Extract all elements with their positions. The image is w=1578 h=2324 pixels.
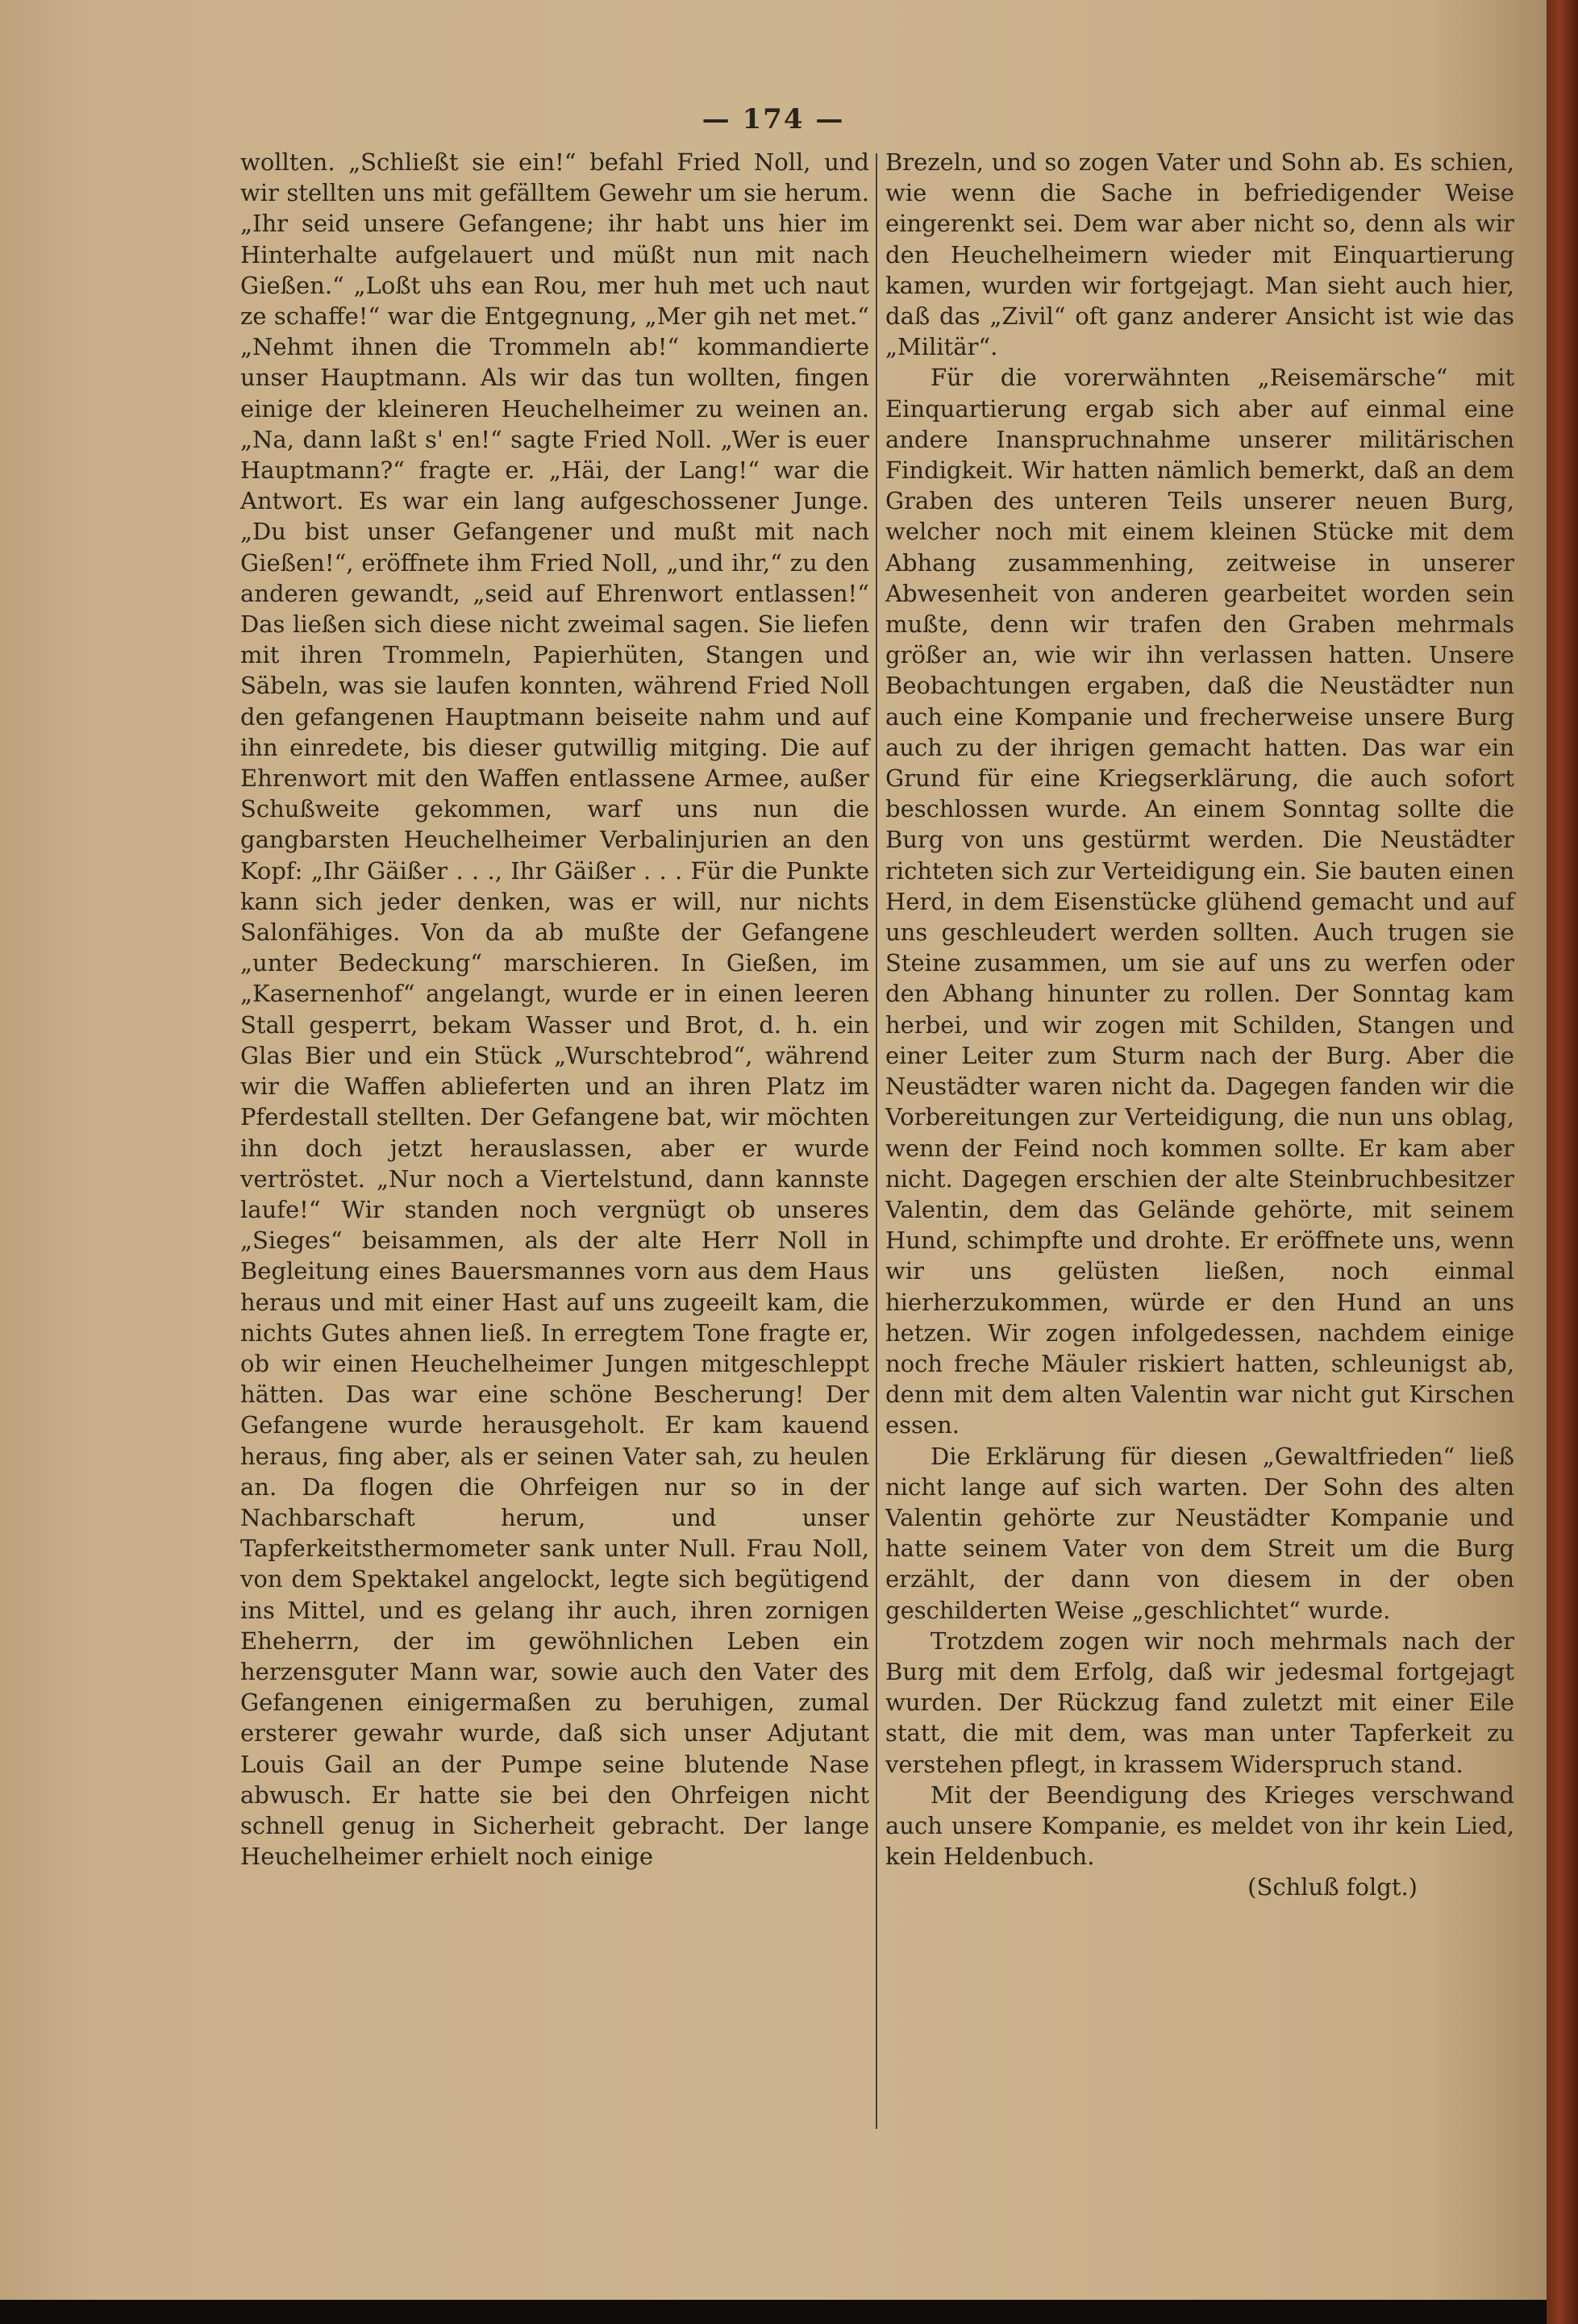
book-spine xyxy=(1547,0,1578,2324)
right-paragraph-4: Trotzdem zogen wir noch mehrmals nach der Burg mit dem Erfolg, daß wir jedesmal fortgejagt wurden. Der Rückzug fand zuletzt mit einer Eile statt, die mit dem, was man unter Tapferkeit zu verstehen pflegt, in krassem Widerspruch stand. xyxy=(885,1626,1514,1778)
left-text-column xyxy=(240,147,869,1872)
right-paragraph-3: Die Erklärung für diesen „Gewaltfrieden“ ließ nicht lange auf sich warten. Der Sohn des alten Valentin gehörte zur Neustädter Kompanie und hatte seinem Vater von dem Streit um die Burg erzählt, der dann von diesem in der oben geschilderten Weise „geschlichtet“ wurde. xyxy=(885,1442,1514,1624)
page-bottom-edge xyxy=(0,2300,1547,2324)
column-divider xyxy=(876,153,877,2129)
right-paragraph-1: Brezeln, und so zogen Vater und Sohn ab. Es schien, wie wenn die Sache in befriedigender Weise eingerenkt sei. Dem war aber nicht so, denn als wir den Heuchelheimern wieder mit Einquartierung kamen, wurden wir fortgejagt. Man sieht auch hier, daß das „Zivil“ oft ganz anderer Ansicht ist wie das „Militär“. xyxy=(885,148,1514,361)
right-paragraph-5: Mit der Beendigung des Krieges verschwand auch unsere Kompanie, es meldet von ihr kein Lied, kein Heldenbuch. xyxy=(885,1780,1514,1871)
right-text-column xyxy=(885,147,1514,1903)
page-number: — 174 — xyxy=(702,103,845,135)
continuation-note: (Schluß folgt.) xyxy=(1247,1873,1418,1901)
right-paragraph-2: Für die vorerwähnten „Reisemärsche“ mit Einquartierung ergab sich aber auf einmal eine andere Inanspruchnahme unserer militärischen Findigkeit. Wir hatten nämlich bemerkt, daß an dem Graben des unteren Teils unserer neuen Burg, welcher noch mit einem kleinen Stücke mit dem Abhang zusammenhing, zeitweise in unserer Abwesenheit von anderen gearbeitet worden sein mußte, denn wir trafen den Graben mehrmals größer an, wie wir ihn verlassen hatten. Unsere Beobachtungen ergaben, daß die Neustädter nun auch eine Kompanie und frecherweise unsere Burg auch zu der ihrigen gemacht hatten. Das war ein Grund für eine Kriegserklärung, die auch sofort beschlossen wurde. An einem Sonntag sollte die Burg von uns gestürmt werden. Die Neustädter richteten sich zur Verteidigung ein. Sie bauten einen Herd, in dem Eisenstücke glühend gemacht und auf uns geschleudert werden sollten. Auch trugen sie Steine zusammen, um sie auf uns zu werfen oder den Abhang hinunter zu rollen. Der Sonntag kam herbei, und wir zogen mit Schilden, Stangen und einer Leiter zum Sturm nach der Burg. Aber die Neustädter waren nicht da. Dagegen fanden wir die Vorbereitungen zur Verteidigung, die nun uns oblag, wenn der Feind noch kommen sollte. Er kam aber nicht. Dagegen erschien der alte Steinbruchbesitzer Valentin, dem das Gelände gehörte, mit seinem Hund, schimpfte und drohte. Er eröffnete uns, wenn wir uns gelüsten ließen, noch einmal hierherzukommen, würde er den Hund an uns hetzen. Wir zogen infolgedessen, nachdem einige noch freche Mäuler riskiert hatten, schleunigst ab, denn mit dem alten Valentin war nicht gut Kirschen essen. xyxy=(885,364,1514,1439)
left-paragraph-1: wollten. „Schließt sie ein!“ befahl Fried Noll, und wir stellten uns mit gefälltem Gewehr um sie herum. „Ihr seid unsere Gefangene; ihr habt uns hier im Hinterhalte aufgelauert und müßt nun mit nach Gießen.“ „Loßt uhs ean Rou, mer huh met uch naut ze schaffe!“ war die Entgegnung, „Mer gih net met.“ „Nehmt ihnen die Trommeln ab!“ kommandierte unser Hauptmann. Als wir das tun wollten, fingen einige der kleineren Heuchelheimer zu weinen an. „Na, dann laßt s' en!“ sagte Fried Noll. „Wer is euer Hauptmann?“ fragte er. „Häi, der Lang!“ war die Antwort. Es war ein lang aufgeschossener Junge. „Du bist unser Gefangener und mußt mit nach Gießen!“, eröffnete ihm Fried Noll, „und ihr,“ zu den anderen gewandt, „seid auf Ehrenwort entlassen!“ Das ließen sich diese nicht zweimal sagen. Sie liefen mit ihren Trommeln, Papierhüten, Stangen und Säbeln, was sie laufen konnten, während Fried Noll den gefangenen Hauptmann beiseite nahm und auf ihn einredete, bis dieser gutwillig mitging. Die auf Ehrenwort mit den Waffen entlassene Armee, außer Schußweite gekommen, warf uns nun die gangbarsten Heuchelheimer Verbalinjurien an den Kopf: „Ihr Gäißer . . ., Ihr Gäißer . . . Für die Punkte kann sich jeder denken, was er will, nur nichts Salonfähiges. Von da ab mußte der Gefangene „unter Bedeckung“ marschieren. In Gießen, im „Kasernenhof“ angelangt, wurde er in einen leeren Stall gesperrt, bekam Wasser und Brot, d. h. ein Glas Bier und ein Stück „Wurschtebrod“, während wir die Waffen ablieferten und an ihren Platz im Pferdestall stellten. Der Gefangene bat, wir möchten ihn doch jetzt herauslassen, aber er wurde vertröstet. „Nur noch a Viertelstund, dann kannste laufe!“ Wir standen noch vergnügt ob unseres „Sieges“ beisammen, als der alte Herr Noll in Begleitung eines Bauersmannes vorn aus dem Haus heraus und mit einer Hast auf uns zugeeilt kam, die nichts Gutes ahnen ließ. In erregtem Tone fragte er, ob wir einen Heuchelheimer Jungen mitgeschleppt hätten. Das war eine schöne Bescherung! Der Gefangene wurde herausgeholt. Er kam kauend heraus, fing aber, als er seinen Vater sah, zu heulen an. Da flogen die Ohrfeigen nur so in der Nachbarschaft herum, und unser Tapferkeitsthermometer sank unter Null. Frau Noll, von dem Spektakel angelockt, legte sich begütigend ins Mittel, und es gelang ihr auch, ihren zornigen Eheherrn, der im gewöhnlichen Leben ein herzensguter Mann war, sowie auch den Vater des Gefangenen einigermaßen zu beruhigen, zumal ersterer gewahr wurde, daß sich unser Adjutant Louis Gail an der Pumpe seine blutende Nase abwusch. Er hatte sie bei den Ohrfeigen nicht schnell genug in Sicherheit gebracht. Der lange Heuchelheimer erhielt noch einige xyxy=(240,148,869,1871)
